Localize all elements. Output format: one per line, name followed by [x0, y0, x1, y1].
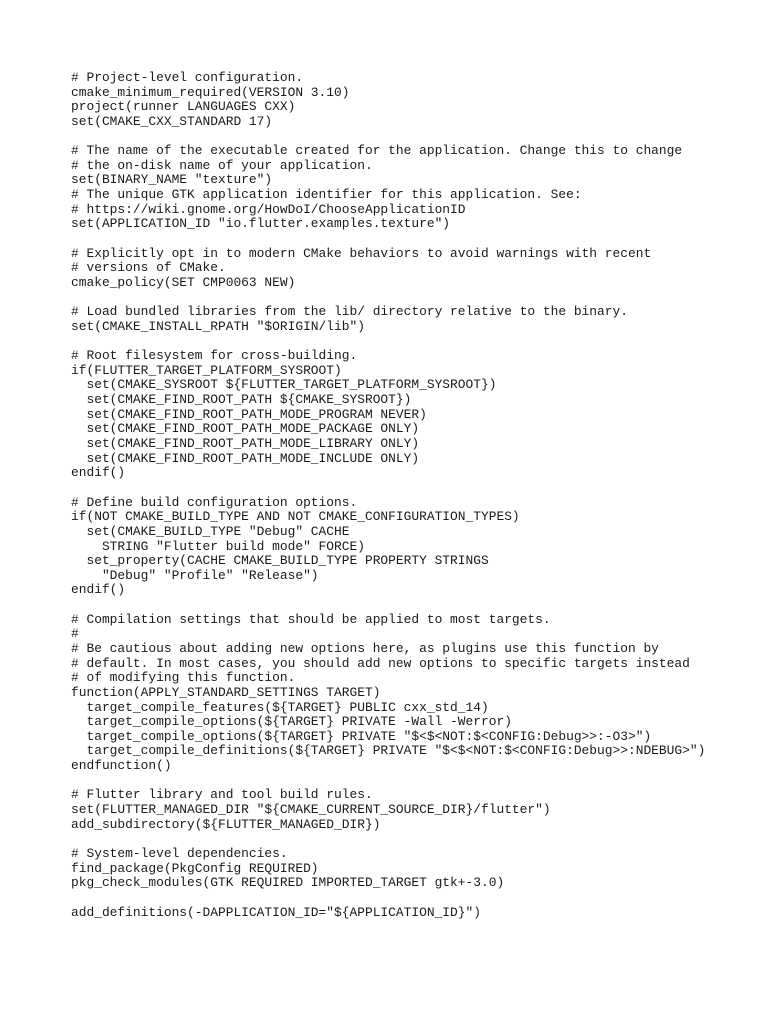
- code-line: # https://wiki.gnome.org/HowDoI/ChooseApplicationID: [71, 201, 466, 217]
- code-line: # Flutter library and tool build rules.: [71, 787, 373, 803]
- blank-line: [71, 832, 751, 847]
- code-line: set(CMAKE_FIND_ROOT_PATH_MODE_PACKAGE ONLY): [71, 421, 420, 437]
- code-line: # Explicitly opt in to modern CMake behaviors to avoid warnings with recent: [71, 245, 652, 261]
- code-line: find_package(PkgConfig REQUIRED): [71, 860, 319, 876]
- code-line: pkg_check_modules(GTK REQUIRED IMPORTED_TARGET gtk+-3.0): [71, 875, 505, 891]
- code-line: # Define build configuration options.: [71, 494, 358, 510]
- code-line: # Compilation settings that should be applied to most targets.: [71, 611, 551, 627]
- code-line: set(CMAKE_SYSROOT ${FLUTTER_TARGET_PLATFORM_SYSROOT}): [71, 377, 497, 393]
- code-line: # System-level dependencies.: [71, 845, 288, 861]
- blank-line: [71, 481, 751, 496]
- blank-line: [71, 598, 751, 613]
- code-line: # versions of CMake.: [71, 260, 226, 276]
- blank-line: [71, 335, 751, 350]
- code-line: # Load bundled libraries from the lib/ directory relative to the binary.: [71, 304, 628, 320]
- code-line: add_subdirectory(${FLUTTER_MANAGED_DIR}): [71, 816, 381, 832]
- blank-line: [71, 130, 751, 145]
- code-line: set(CMAKE_BUILD_TYPE "Debug" CACHE: [71, 523, 350, 539]
- blank-line: [71, 291, 751, 306]
- code-line: endif(): [71, 465, 126, 481]
- code-line: "Debug" "Profile" "Release"): [71, 567, 319, 583]
- code-line: # Be cautious about adding new options here, as plugins use this function by: [71, 640, 659, 656]
- code-line: cmake_policy(SET CMP0063 NEW): [71, 274, 296, 290]
- code-line: set(CMAKE_FIND_ROOT_PATH_MODE_PROGRAM NEVER): [71, 406, 427, 422]
- code-line: add_definitions(-DAPPLICATION_ID="${APPLICATION_ID}"): [71, 904, 481, 920]
- code-line: cmake_minimum_required(VERSION 3.10): [71, 84, 350, 100]
- code-line: if(NOT CMAKE_BUILD_TYPE AND NOT CMAKE_CONFIGURATION_TYPES): [71, 509, 520, 525]
- code-line: STRING "Flutter build mode" FORCE): [71, 538, 365, 554]
- code-line: project(runner LANGUAGES CXX): [71, 99, 296, 115]
- code-line: set(APPLICATION_ID "io.flutter.examples.texture"): [71, 216, 451, 232]
- cmake-document: [71, 71, 751, 920]
- code-line: set(CMAKE_FIND_ROOT_PATH_MODE_INCLUDE ONLY): [71, 450, 420, 466]
- code-line: set_property(CACHE CMAKE_BUILD_TYPE PROPERTY STRINGS: [71, 553, 489, 569]
- code-line: set(BINARY_NAME "texture"): [71, 172, 273, 188]
- code-line: target_compile_options(${TARGET} PRIVATE "$<$<NOT:$<CONFIG:Debug>>:-O3>"): [71, 728, 652, 744]
- code-line: # of modifying this function.: [71, 670, 296, 686]
- code-line: target_compile_definitions(${TARGET} PRIVATE "$<$<NOT:$<CONFIG:Debug>>:NDEBUG>"): [71, 743, 706, 759]
- code-line: set(CMAKE_INSTALL_RPATH "$ORIGIN/lib"): [71, 318, 365, 334]
- code-line: # Root filesystem for cross-building.: [71, 348, 358, 364]
- code-line: set(CMAKE_FIND_ROOT_PATH ${CMAKE_SYSROOT}): [71, 392, 412, 408]
- blank-line: [71, 232, 751, 247]
- code-line: endfunction(): [71, 758, 172, 774]
- blank-line: [71, 774, 751, 789]
- code-line: #: [71, 626, 79, 642]
- code-line: target_compile_features(${TARGET} PUBLIC cxx_std_14): [71, 699, 489, 715]
- code-line: # The name of the executable created for the application. Change this to change: [71, 143, 683, 159]
- code-line: function(APPLY_STANDARD_SETTINGS TARGET): [71, 684, 381, 700]
- code-line: set(FLUTTER_MANAGED_DIR "${CMAKE_CURRENT_SOURCE_DIR}/flutter"): [71, 802, 551, 818]
- code-line: set(CMAKE_FIND_ROOT_PATH_MODE_LIBRARY ONLY): [71, 436, 420, 452]
- code-line: if(FLUTTER_TARGET_PLATFORM_SYSROOT): [71, 362, 342, 378]
- code-line: set(CMAKE_CXX_STANDARD 17): [71, 113, 273, 129]
- code-line: # the on-disk name of your application.: [71, 157, 373, 173]
- blank-line: [71, 891, 751, 906]
- code-line: target_compile_options(${TARGET} PRIVATE -Wall -Werror): [71, 714, 512, 730]
- code-line: # Project-level configuration.: [71, 70, 304, 85]
- code-line: # The unique GTK application identifier for this application. See:: [71, 187, 582, 203]
- code-line: # default. In most cases, you should add new options to specific targets instead: [71, 655, 690, 671]
- code-line: endif(): [71, 582, 126, 598]
